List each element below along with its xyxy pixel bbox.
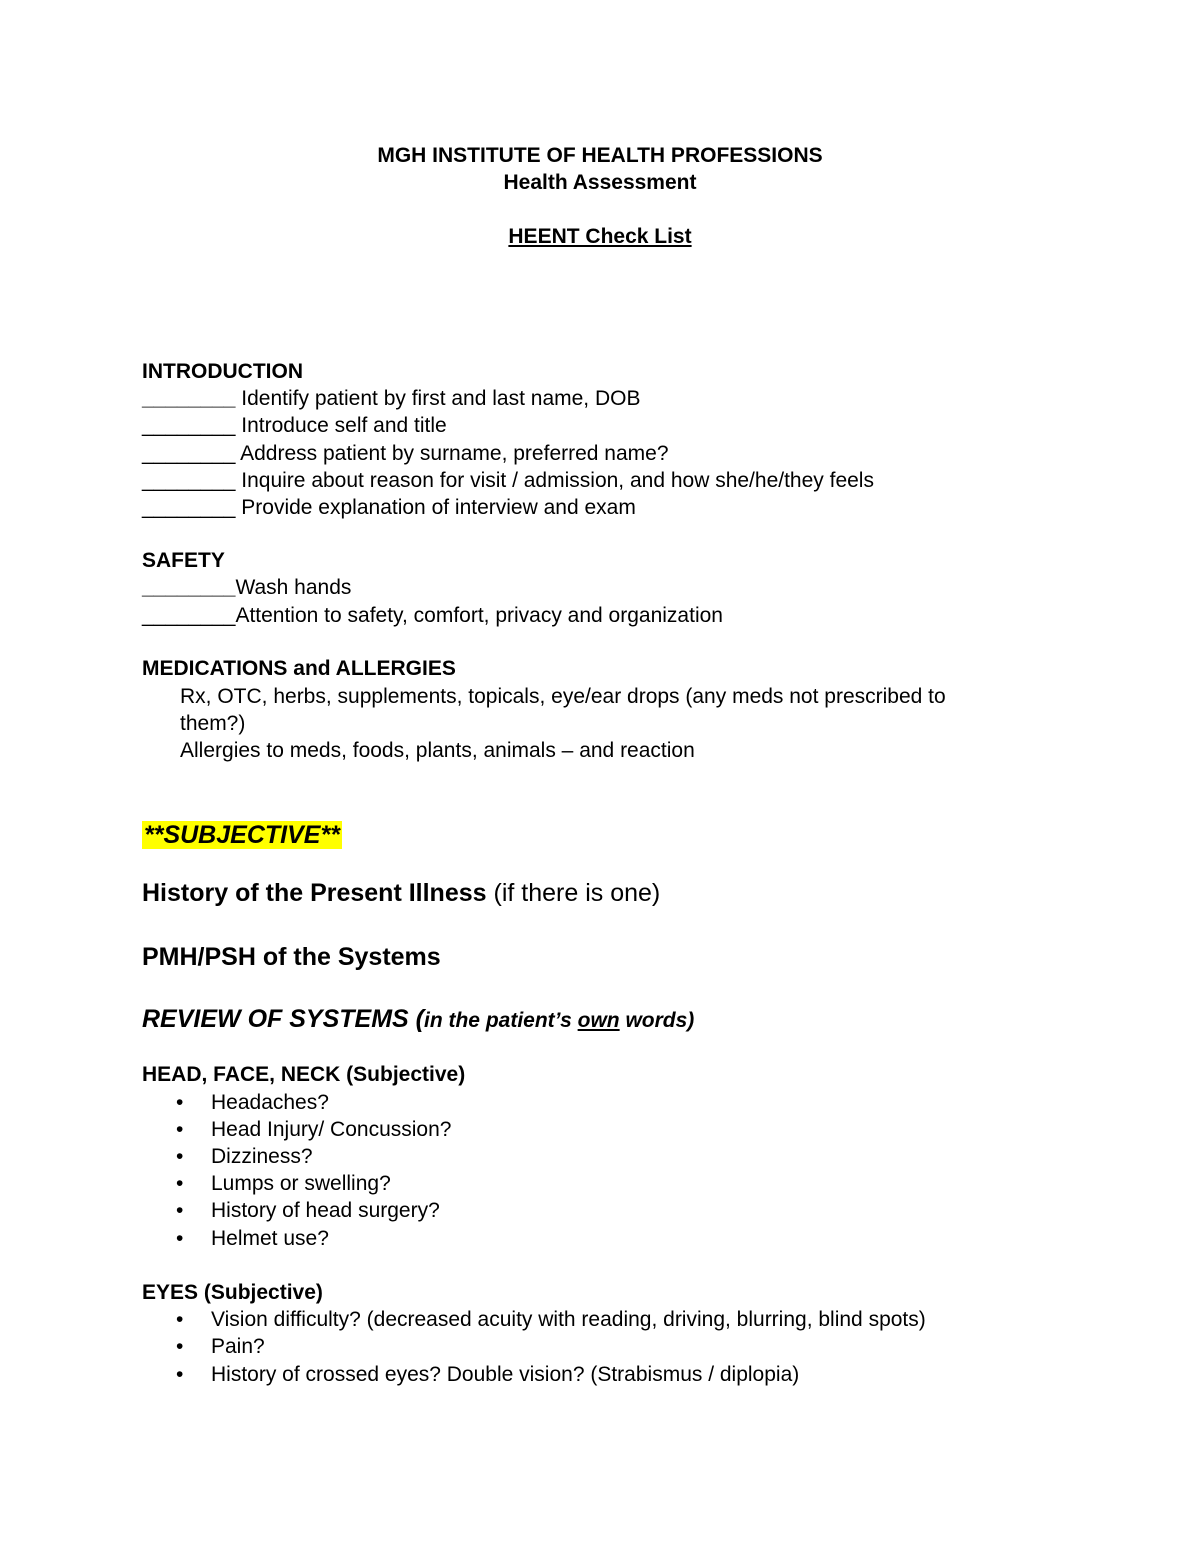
list-item [176, 1090, 329, 1116]
introduction-heading: INTRODUCTION [142, 360, 303, 383]
blank-line[interactable]: ________ [142, 387, 236, 410]
ros-title: REVIEW OF SYSTEMS ( [142, 1005, 424, 1033]
pmh-heading: PMH/PSH of the Systems [142, 943, 441, 971]
intro-item-text: Inquire about reason for visit / admission, and how she/he/they feels [235, 469, 874, 492]
ros-note-own: own [577, 1009, 620, 1032]
hpi-heading [142, 878, 660, 908]
safety-item-text: Wash hands [235, 576, 352, 599]
ros-note-a: in the patient’s [423, 1009, 578, 1032]
list-item-text: Dizziness? [211, 1145, 313, 1168]
medications-line-2: them?) [180, 712, 246, 735]
list-item-text: Head Injury/ Concussion? [211, 1118, 452, 1141]
list-item [176, 1307, 926, 1333]
intro-item-3 [142, 441, 669, 467]
hpi-title: History of the Present Illness [142, 879, 487, 907]
bullet-icon: • [176, 1145, 184, 1168]
list-item [176, 1171, 391, 1197]
intro-item-4 [142, 468, 874, 494]
bullet-icon: • [176, 1199, 184, 1222]
subjective-banner-wrap [142, 819, 342, 851]
safety-item-1 [142, 575, 351, 601]
list-item-text: Lumps or swelling? [211, 1172, 391, 1195]
bullet-icon: • [176, 1308, 184, 1331]
list-item [176, 1117, 451, 1143]
institution-title: MGH INSTITUTE OF HEALTH PROFESSIONS [377, 144, 823, 167]
allergies-line: Allergies to meds, foods, plants, animals – and reaction [180, 739, 695, 762]
safety-item-text: Attention to safety, comfort, privacy and organization [235, 604, 723, 627]
intro-item-text: Introduce self and title [235, 414, 447, 437]
ros-heading [142, 1004, 694, 1036]
blank-line[interactable]: ________ [142, 496, 236, 519]
blank-line[interactable]: ________ [142, 469, 236, 492]
safety-item-2 [142, 603, 723, 629]
list-item-text: Vision difficulty? (decreased acuity with reading, driving, blurring, blind spots) [211, 1308, 926, 1331]
medications-line-1: Rx, OTC, herbs, supplements, topicals, eye/ear drops (any meds not prescribed to [180, 685, 946, 708]
bullet-icon: • [176, 1118, 184, 1141]
intro-item-1 [142, 386, 640, 412]
blank-line[interactable]: ________ [142, 604, 236, 627]
blank-line[interactable]: ________ [142, 414, 236, 437]
intro-item-text: Address patient by surname, preferred name? [235, 442, 669, 465]
list-item [176, 1144, 313, 1170]
hpi-note: (if there is one) [486, 879, 661, 907]
checklist-title-wrap [0, 224, 1200, 250]
intro-item-text: Provide explanation of interview and exam [235, 496, 636, 519]
checklist-title: HEENT Check List [508, 225, 692, 248]
blank-line[interactable]: ________ [142, 442, 236, 465]
bullet-icon: • [176, 1335, 184, 1358]
ros-note-b: words) [619, 1009, 695, 1032]
subjective-banner: **SUBJECTIVE** [144, 821, 340, 849]
course-title: Health Assessment [503, 171, 697, 194]
bullet-icon: • [176, 1363, 184, 1386]
head-heading: HEAD, FACE, NECK (Subjective) [142, 1063, 466, 1086]
list-item [176, 1362, 799, 1388]
list-item-text: History of crossed eyes? Double vision? (Strabismus / diplopia) [211, 1363, 800, 1386]
list-item [176, 1198, 440, 1224]
intro-item-text: Identify patient by first and last name, DOB [235, 387, 641, 410]
list-item-text: Pain? [211, 1335, 265, 1358]
intro-item-5 [142, 495, 636, 521]
list-item-text: Helmet use? [211, 1227, 329, 1250]
safety-heading: SAFETY [142, 549, 225, 572]
bullet-icon: • [176, 1227, 184, 1250]
blank-line[interactable]: ________ [142, 576, 236, 599]
intro-item-2 [142, 413, 447, 439]
list-item-text: History of head surgery? [211, 1199, 440, 1222]
list-item-text: Headaches? [211, 1091, 329, 1114]
list-item [176, 1334, 265, 1360]
list-item [176, 1226, 329, 1252]
medications-heading: MEDICATIONS and ALLERGIES [142, 657, 456, 680]
bullet-icon: • [176, 1172, 184, 1195]
bullet-icon: • [176, 1091, 184, 1114]
eyes-heading: EYES (Subjective) [142, 1281, 323, 1304]
